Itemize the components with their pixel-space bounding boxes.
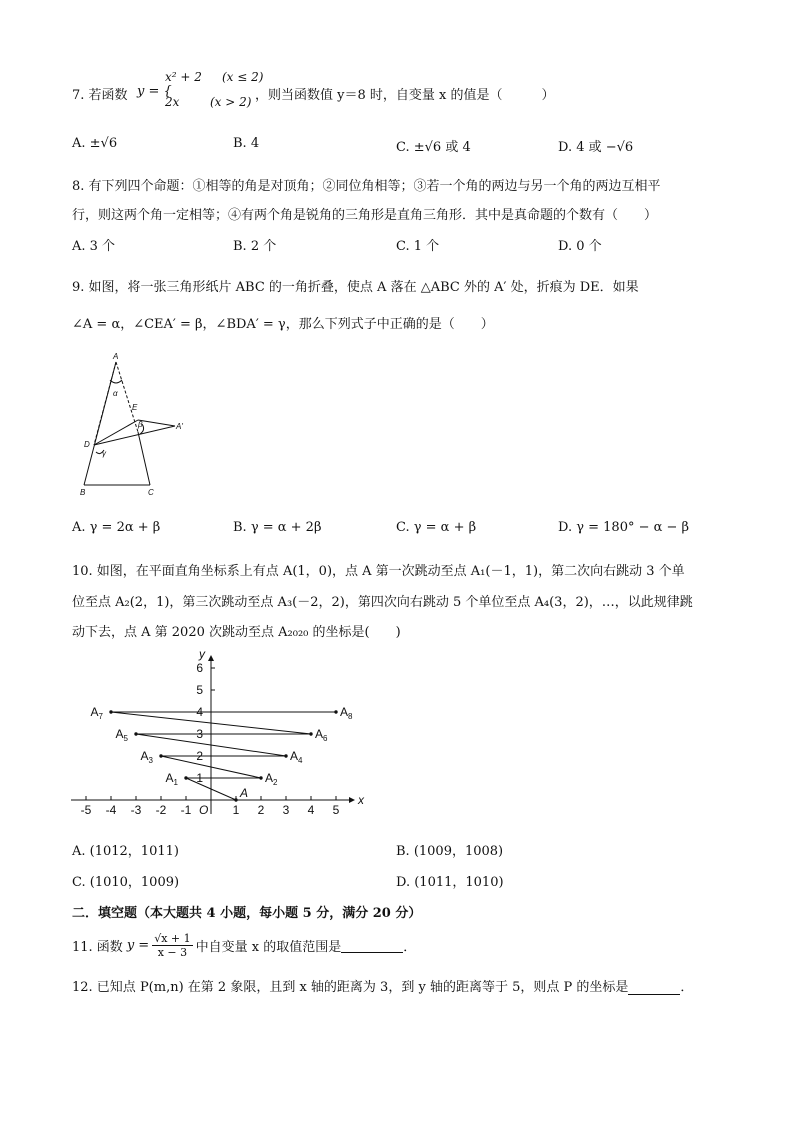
point-label-a8: $A_8$ bbox=[340, 705, 353, 721]
q10-option-c[interactable]: C. (1010，1009) bbox=[72, 875, 180, 890]
point-label-a4: $A_4$ bbox=[290, 749, 303, 765]
x-tick-label: 3 bbox=[282, 803, 290, 817]
q8-line-2: 行，则这两个角一定相等；④有两个角是锐角的三角形是直角三角形．其中是真命题的个数有（ ） bbox=[72, 208, 658, 223]
q9-option-b[interactable]: B. γ = α + 2β bbox=[233, 520, 322, 535]
segment-da-prime bbox=[94, 426, 175, 445]
q11-answer-blank[interactable] bbox=[341, 938, 403, 953]
q9-triangle-figure bbox=[72, 350, 202, 500]
q11-denominator: x − 3 bbox=[157, 946, 188, 959]
label-a-prime: A' bbox=[176, 422, 183, 431]
q7-case2-expr: 2x bbox=[165, 95, 180, 109]
label-d: D bbox=[84, 440, 90, 449]
q11-prefix: 11. 函数 bbox=[72, 940, 123, 955]
side-ec bbox=[138, 432, 150, 485]
q12-answer-blank[interactable] bbox=[628, 980, 680, 995]
x-tick-label: -5 bbox=[80, 803, 92, 817]
point-label-a6: $A_6$ bbox=[315, 727, 328, 743]
y-tick-label: 6 bbox=[196, 661, 203, 675]
q11-line bbox=[72, 932, 416, 959]
q7-stem: 7. 若函数 bbox=[72, 88, 128, 103]
origin-label: O bbox=[199, 803, 209, 817]
q12-line bbox=[72, 976, 693, 995]
q11-numerator: √x + 1 bbox=[154, 932, 191, 945]
point-label-a7: $A_7$ bbox=[90, 705, 103, 721]
q7-case1-expr: x² + 2 bbox=[165, 70, 202, 84]
x-tick-label: -3 bbox=[130, 803, 142, 817]
y-tick-label: 5 bbox=[196, 683, 203, 697]
point-label-a2: $A_2$ bbox=[265, 771, 278, 787]
q9-option-d[interactable]: D. γ = 180° − α − β bbox=[558, 520, 690, 535]
q8-option-b[interactable]: B. 2 个 bbox=[233, 239, 277, 254]
point-a bbox=[235, 799, 237, 801]
q8-line-1: 8. 有下列四个命题：①相等的角是对顶角；②同位角相等；③若一个角的两边与另一个角的两边互相平 bbox=[72, 179, 661, 194]
label-a: A bbox=[113, 352, 119, 361]
point-label-a: A bbox=[240, 786, 249, 800]
y-tick-label: 1 bbox=[196, 771, 203, 785]
point-a8 bbox=[335, 711, 337, 713]
alpha-arc bbox=[110, 380, 122, 383]
q11-end: ． bbox=[403, 940, 417, 955]
q9-option-c[interactable]: C. γ = α + β bbox=[396, 520, 477, 535]
x-axis-label: x bbox=[358, 793, 364, 807]
q7-case1-cond: (x ≤ 2) bbox=[222, 70, 264, 84]
q7-option-d[interactable]: D. 4 或 −√6 bbox=[558, 140, 634, 155]
q11-y-eq: y = bbox=[126, 938, 150, 953]
q7-function-lhs: y = { bbox=[137, 84, 172, 99]
point-a3 bbox=[160, 755, 162, 757]
folded-part-ad bbox=[94, 362, 116, 445]
label-b: B bbox=[80, 488, 86, 497]
x-tick-label: 1 bbox=[232, 803, 240, 817]
q10-option-d[interactable]: D. (1011，1010) bbox=[396, 875, 504, 890]
x-tick-label: 2 bbox=[257, 803, 265, 817]
point-label-a3: $A_3$ bbox=[140, 749, 153, 765]
q9-line-1: 9. 如图，将一张三角形纸片 ABC 的一角折叠，使点 A 落在 △ABC 外的 A′ 处，折痕为 DE．如果 bbox=[72, 280, 639, 295]
q7-option-c[interactable]: C. ±√6 或 4 bbox=[396, 140, 471, 155]
q10-line-3: 动下去，点 A 第 2020 次跳动至点 A₂₀₂₀ 的坐标是( ) bbox=[72, 625, 401, 640]
q10-option-b[interactable]: B. (1009，1008) bbox=[396, 844, 504, 859]
point-a1 bbox=[185, 777, 187, 779]
crease-de bbox=[94, 420, 138, 445]
point-a7 bbox=[110, 711, 112, 713]
x-tick-label: -1 bbox=[180, 803, 192, 817]
label-e: E bbox=[132, 403, 138, 412]
q9-option-a[interactable]: A. γ = 2α + β bbox=[72, 520, 161, 535]
q7-option-b[interactable]: B. 4 bbox=[233, 136, 260, 151]
q10-line-1: 10. 如图，在平面直角坐标系上有点 A(1，0)，点 A 第一次跳动至点 A₁(－1，1)，第二次向右跳动 3 个单 bbox=[72, 564, 685, 579]
label-gamma: γ bbox=[102, 449, 106, 458]
point-a5 bbox=[135, 733, 137, 735]
label-alpha: α bbox=[113, 389, 118, 398]
q12-text: 12. 已知点 P(m,n) 在第 2 象限，且到 x 轴的距离为 3，到 y 轴的距离等于 5，则点 P 的坐标是 bbox=[72, 980, 629, 995]
q8-option-a[interactable]: A. 3 个 bbox=[72, 239, 116, 254]
q7-case2-cond: (x > 2) bbox=[210, 95, 252, 109]
y-tick-label: 2 bbox=[196, 749, 203, 763]
q11-suffix: 中自变量 x 的取值范围是 bbox=[195, 940, 342, 955]
q8-option-d[interactable]: D. 0 个 bbox=[558, 239, 602, 254]
y-axis-label: y bbox=[199, 647, 205, 661]
x-tick-label: 4 bbox=[307, 803, 315, 817]
q7-option-a[interactable]: A. ±√6 bbox=[72, 136, 118, 151]
point-a2 bbox=[260, 777, 262, 779]
point-label-a1: $A_1$ bbox=[165, 771, 178, 787]
x-tick-label: -2 bbox=[155, 803, 167, 817]
label-c: C bbox=[148, 488, 154, 497]
segment-ea-prime bbox=[138, 420, 175, 426]
q11-fraction bbox=[152, 932, 192, 959]
section-2-heading: 二．填空题（本大题共 4 小题，每小题 5 分，满分 20 分） bbox=[72, 906, 422, 921]
x-tick-label: 5 bbox=[332, 803, 340, 817]
y-tick-label: 4 bbox=[196, 705, 203, 719]
q10-line-2: 位至点 A₂(2，1)，第三次跳动至点 A₃(－2，2)，第四次向右跳动 5 个单位至点 A₄(3，2)，…，以此规律跳 bbox=[72, 595, 693, 610]
q10-coordinate-plane bbox=[66, 645, 366, 825]
y-tick-label: 3 bbox=[196, 727, 203, 741]
q8-option-c[interactable]: C. 1 个 bbox=[396, 239, 440, 254]
x-tick-label: -4 bbox=[105, 803, 117, 817]
q10-option-a[interactable]: A. (1012，1011) bbox=[72, 844, 179, 859]
point-a6 bbox=[310, 733, 312, 735]
q9-line-2: ∠A = α，∠CEA′ = β，∠BDA′ = γ，那么下列式子中正确的是（ ） bbox=[72, 317, 494, 332]
q12-end: ． bbox=[680, 980, 694, 995]
q7-question-tail: ，则当函数值 y＝8 时，自变量 x 的值是（ ） bbox=[255, 88, 555, 103]
label-beta: β bbox=[138, 420, 143, 429]
point-label-a5: $A_5$ bbox=[115, 727, 128, 743]
point-a4 bbox=[285, 755, 287, 757]
